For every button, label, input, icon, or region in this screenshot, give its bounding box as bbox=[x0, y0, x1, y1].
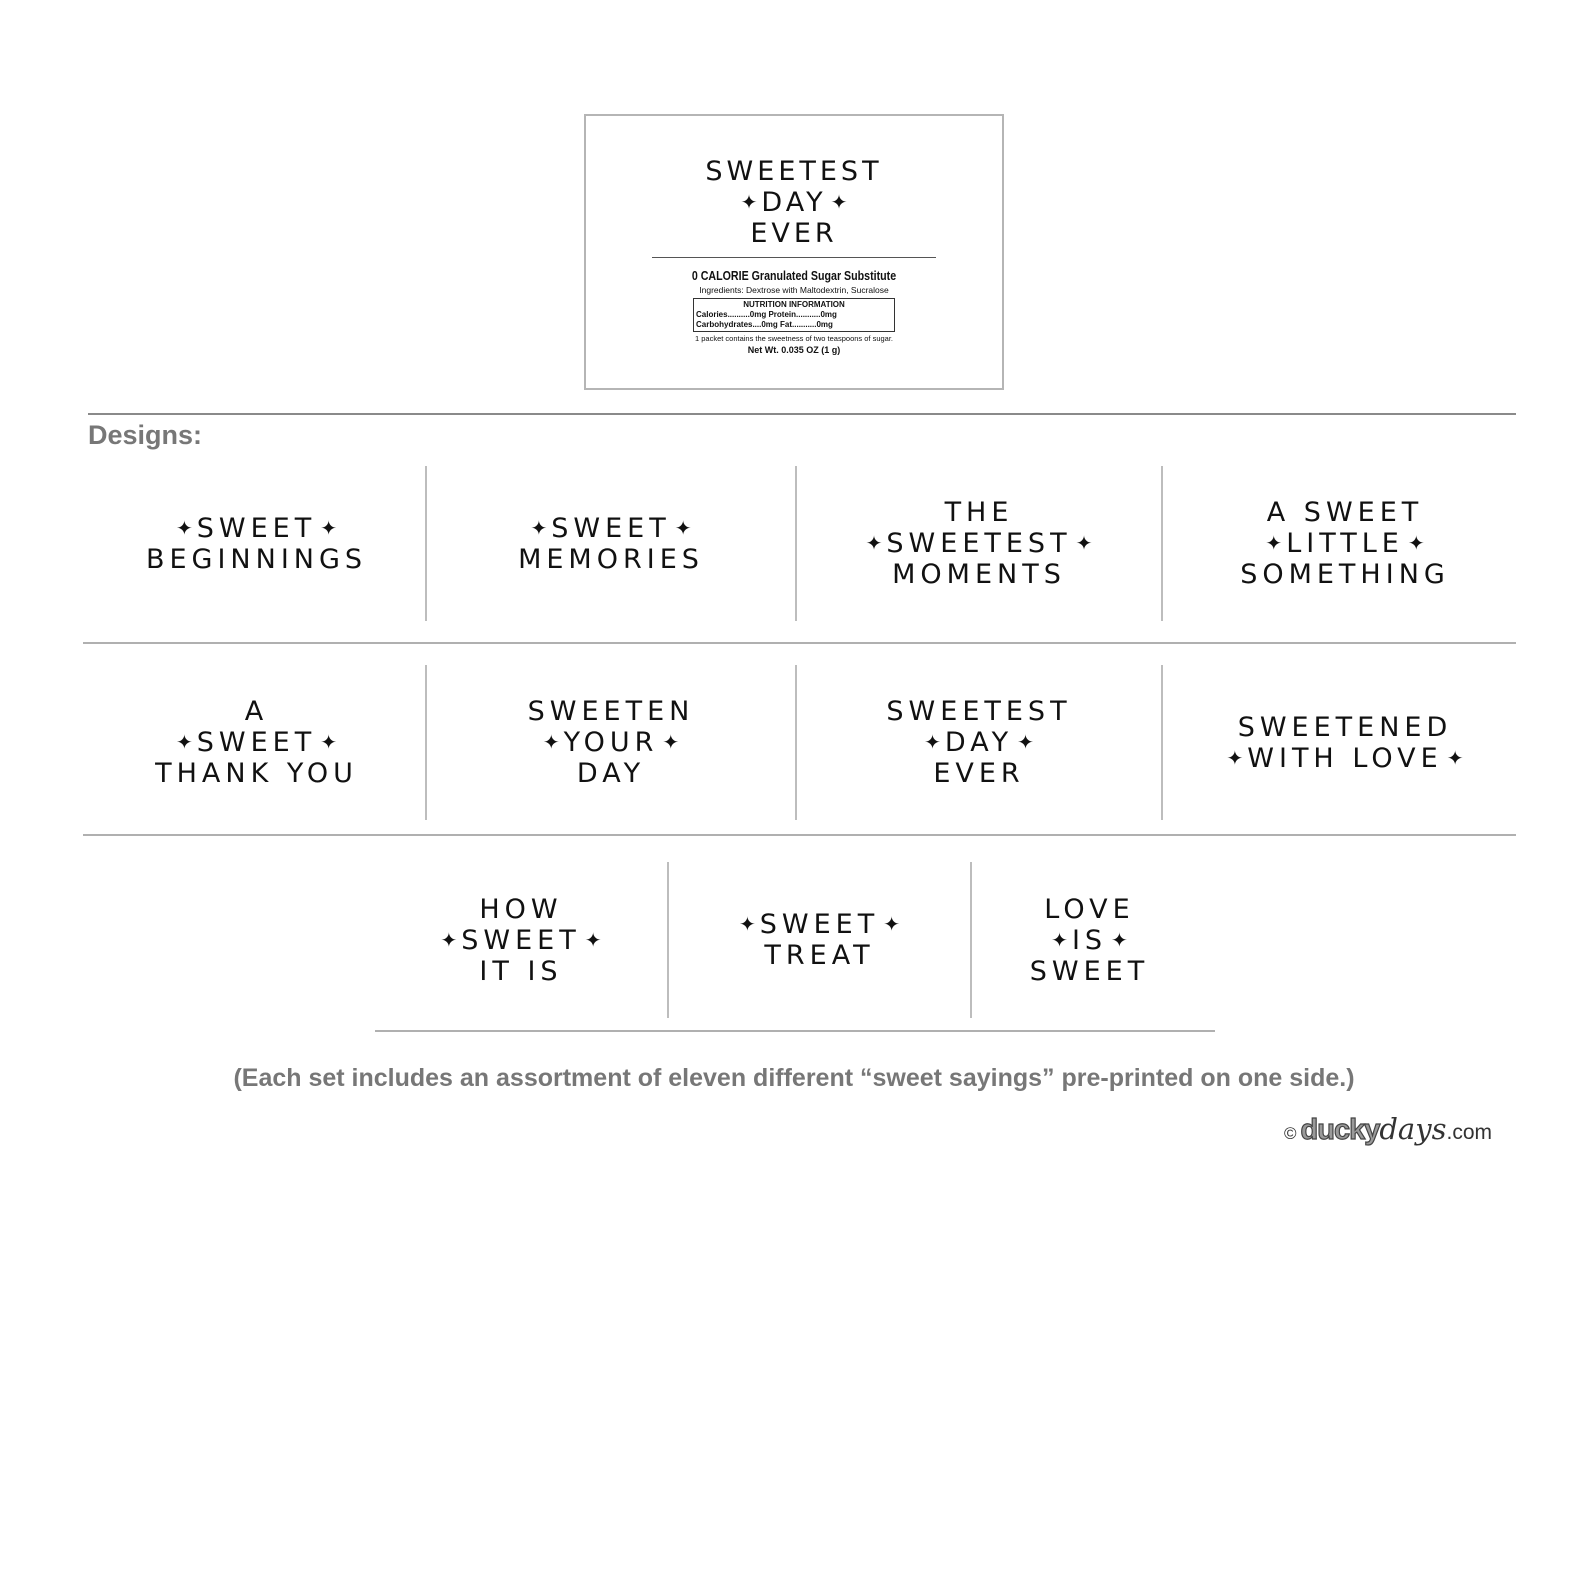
star-icon: ✦ bbox=[739, 912, 756, 936]
design-text-line bbox=[1240, 559, 1450, 590]
design-text: SWEETENED bbox=[1237, 711, 1453, 743]
packet-note: 1 packet contains the sweetness of two teaspoons of sugar. bbox=[694, 334, 894, 343]
packet-divider bbox=[652, 257, 936, 258]
design-text: MEMORIES bbox=[518, 543, 704, 575]
design-text: YOUR bbox=[563, 727, 659, 758]
design-text-line bbox=[735, 909, 904, 940]
design-text: SWEET bbox=[196, 512, 317, 544]
design-cell bbox=[88, 665, 425, 820]
design-text-line bbox=[920, 727, 1038, 758]
designs-heading: Designs: bbox=[88, 420, 203, 450]
row-rule bbox=[375, 1030, 1215, 1032]
design-text-line bbox=[155, 758, 358, 789]
design-cell bbox=[427, 466, 795, 621]
design-text-line bbox=[933, 758, 1024, 789]
design-text-line bbox=[945, 497, 1014, 528]
nutrition-header: NUTRITION INFORMATION bbox=[743, 300, 845, 309]
design-text-line bbox=[886, 696, 1071, 727]
design-text-line bbox=[1030, 956, 1149, 987]
packet-calorie-line: 0 CALORIE Granulated Sugar Substitute bbox=[691, 268, 897, 283]
design-text: THANK YOU bbox=[155, 758, 358, 789]
design-text-line bbox=[1223, 743, 1468, 774]
design-cell bbox=[1163, 665, 1527, 820]
design-text-line bbox=[518, 544, 704, 575]
logo-suffix: .com bbox=[1446, 1121, 1492, 1144]
design-text: MOMENTS bbox=[892, 559, 1066, 590]
star-icon: ✦ bbox=[176, 730, 193, 754]
logo-brand-bold: ducky bbox=[1300, 1114, 1380, 1146]
star-icon: ✦ bbox=[1017, 730, 1034, 754]
star-icon: ✦ bbox=[1446, 745, 1464, 770]
design-text-line bbox=[437, 925, 606, 956]
design-text-line bbox=[862, 528, 1097, 559]
design-text: SWEETEST bbox=[886, 528, 1072, 559]
design-text: IS bbox=[1071, 924, 1108, 956]
star-icon: ✦ bbox=[883, 912, 900, 936]
design-text-line bbox=[539, 727, 683, 758]
design-text-line bbox=[479, 894, 562, 925]
design-text-line bbox=[245, 696, 268, 727]
sample-packet-label bbox=[584, 114, 1004, 390]
design-text-line bbox=[146, 544, 367, 575]
design-text: A bbox=[244, 696, 269, 727]
design-text: SWEET bbox=[461, 924, 581, 956]
star-icon: ✦ bbox=[740, 190, 758, 214]
design-text-line bbox=[1267, 497, 1424, 528]
design-text: BEGINNINGS bbox=[145, 543, 368, 575]
nutrition-row: Calories..........0mg Protein...........0mg bbox=[696, 310, 837, 319]
design-text: SWEET bbox=[196, 727, 317, 758]
design-text: SWEET bbox=[1029, 955, 1150, 987]
logo-brand-script: days bbox=[1379, 1112, 1447, 1146]
design-text: DAY bbox=[944, 727, 1014, 758]
packet-title-line-1: SWEETEST bbox=[705, 156, 883, 187]
row-rule bbox=[83, 834, 1516, 836]
star-icon: ✦ bbox=[440, 927, 458, 952]
design-text: IT IS bbox=[479, 955, 563, 987]
star-icon: ✦ bbox=[662, 730, 680, 754]
packet-ingredients: Ingredients: Dextrose with Maltodextrin, Sucralose bbox=[699, 285, 889, 295]
design-text: WITH LOVE bbox=[1247, 742, 1443, 774]
star-icon: ✦ bbox=[176, 515, 193, 540]
star-icon: ✦ bbox=[865, 531, 883, 555]
design-text-line bbox=[1261, 528, 1428, 559]
copyright-symbol: © bbox=[1284, 1124, 1297, 1143]
packet-net-weight: Net Wt. 0.035 OZ (1 g) bbox=[747, 345, 841, 355]
design-text: THE bbox=[944, 497, 1014, 528]
star-icon: ✦ bbox=[830, 190, 848, 214]
design-text-line bbox=[1047, 925, 1132, 956]
nutrition-row: Carbohydrates....0mg Fat...........0mg bbox=[696, 320, 833, 329]
star-icon: ✦ bbox=[584, 927, 602, 952]
design-text-line bbox=[1044, 894, 1134, 925]
design-text-line bbox=[172, 513, 341, 544]
star-icon: ✦ bbox=[542, 730, 560, 754]
star-icon: ✦ bbox=[674, 515, 692, 540]
design-text-line bbox=[577, 758, 645, 789]
design-text: DAY bbox=[576, 758, 646, 789]
section-rule bbox=[88, 413, 1516, 415]
packet-title-line-2: ✦ DAY ✦ bbox=[740, 187, 848, 218]
design-text: HOW bbox=[479, 893, 563, 925]
design-text: SOMETHING bbox=[1240, 559, 1450, 590]
design-text-line bbox=[479, 956, 562, 987]
design-text: SWEET bbox=[551, 512, 671, 544]
row-rule bbox=[83, 642, 1516, 644]
design-text: SWEET bbox=[759, 909, 880, 940]
design-text: SWEETEN bbox=[527, 696, 695, 727]
star-icon: ✦ bbox=[1407, 531, 1425, 555]
design-text: TREAT bbox=[764, 940, 875, 971]
packet-title bbox=[586, 156, 1002, 249]
design-text-line bbox=[528, 696, 695, 727]
star-icon: ✦ bbox=[924, 730, 941, 754]
design-text: EVER bbox=[933, 758, 1025, 789]
design-text: A SWEET bbox=[1266, 497, 1424, 528]
duckydays-logo bbox=[1284, 1112, 1492, 1147]
design-text: LITTLE bbox=[1286, 528, 1404, 559]
star-icon: ✦ bbox=[1051, 927, 1068, 952]
design-text-line bbox=[527, 513, 696, 544]
design-text-line bbox=[172, 727, 341, 758]
design-cell bbox=[427, 665, 795, 820]
star-icon: ✦ bbox=[1226, 745, 1244, 770]
star-icon: ✦ bbox=[1265, 531, 1283, 555]
star-icon: ✦ bbox=[1111, 927, 1128, 952]
packet-title-line-3: EVER bbox=[750, 218, 838, 249]
set-description-caption: (Each set includes an assortment of eleven different “sweet sayings” pre-printed on one side.) bbox=[233, 1064, 1355, 1092]
star-icon: ✦ bbox=[1075, 531, 1093, 555]
design-cell bbox=[669, 862, 970, 1018]
star-icon: ✦ bbox=[320, 730, 337, 754]
design-cell bbox=[88, 466, 425, 621]
design-text-line bbox=[764, 940, 874, 971]
nutrition-box bbox=[693, 298, 895, 332]
design-cell bbox=[1163, 466, 1527, 621]
design-text-line bbox=[892, 559, 1066, 590]
design-text: SWEETEST bbox=[886, 696, 1072, 727]
design-text-line bbox=[1238, 712, 1453, 743]
design-cell bbox=[972, 862, 1207, 1018]
star-icon: ✦ bbox=[320, 515, 337, 540]
design-text: LOVE bbox=[1044, 893, 1135, 925]
star-icon: ✦ bbox=[530, 515, 548, 540]
design-cell bbox=[797, 665, 1161, 820]
design-cell bbox=[375, 862, 667, 1018]
design-cell bbox=[797, 466, 1161, 621]
